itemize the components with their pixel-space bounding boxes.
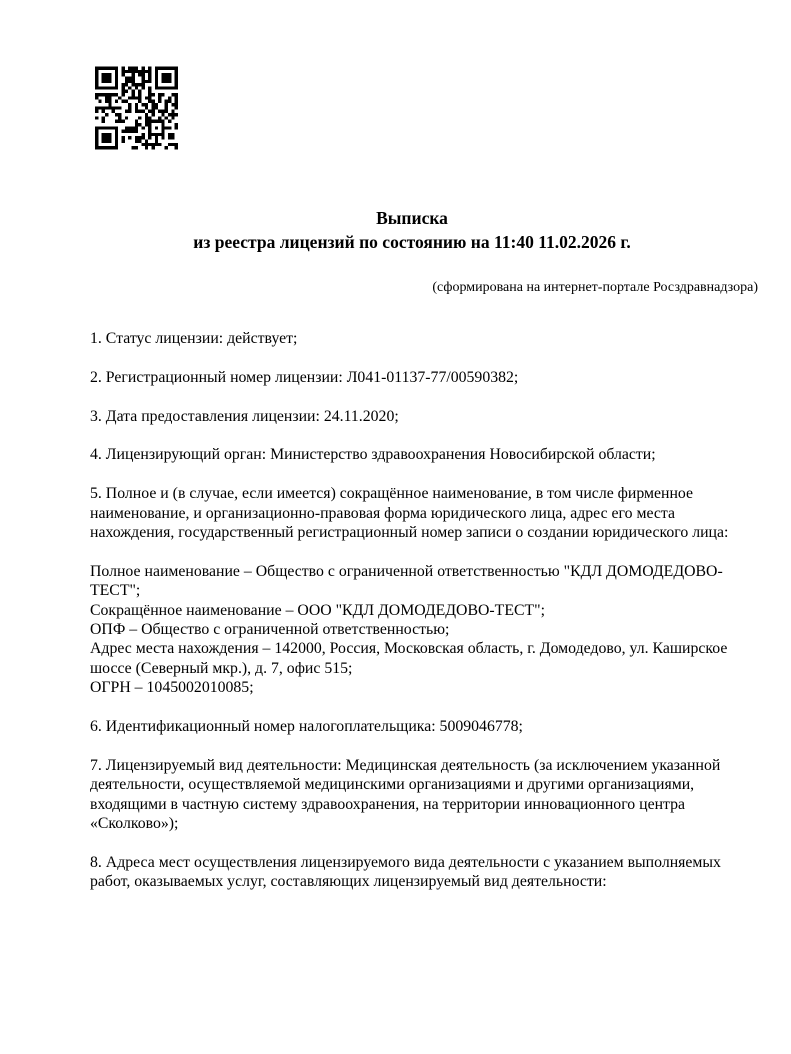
paragraph-licensing-authority: 4. Лицензирующий орган: Министерство здравоохранения Новосибирской области; <box>90 446 656 464</box>
title-line-2: из реестра лицензий по состоянию на 11:40 11.02.2026 г. <box>193 231 631 252</box>
detail-legal-form: ОПФ – Общество с ограниченной ответственностью; <box>90 621 450 639</box>
entity-details-block <box>90 562 760 698</box>
paragraph-license-date: 3. Дата предоставления лицензии: 24.11.2020; <box>90 407 399 425</box>
detail-full-name: Полное наименование – Общество с ограниченной ответственностью "КДЛ ДОМОДЕДОВО-ТЕСТ"; <box>90 562 723 600</box>
paragraph-activity-type: 7. Лицензируемый вид деятельности: Медицинская деятельность (за исключением указанной деятельности, осуществляемой медицинскими организациями и другими организациями, входящими в частную систему здравоохранения, на территории инновационного центра «Сколково»); <box>90 756 721 833</box>
paragraph-activity-addresses: 8. Адреса мест осуществления лицензируемого вида деятельности с указанием выполняемых работ, оказываемых услуг, составляющих лицензируемый вид деятельности: <box>90 853 721 891</box>
title-line-1: Выписка <box>376 208 448 228</box>
paragraph-license-number: 2. Регистрационный номер лицензии: Л041-01137-77/00590382; <box>90 368 519 386</box>
paragraph-license-status: 1. Статус лицензии: действует; <box>90 330 298 347</box>
document-title <box>62 207 762 254</box>
detail-address: Адрес места нахождения – 142000, Россия, Московская область, г. Домодедово, ул. Каширское шоссе (Северный мкр.), д. 7, офис 515; <box>90 640 728 677</box>
qr-code-icon <box>95 66 178 150</box>
document-body <box>90 329 760 911</box>
paragraph-entity-intro: 5. Полное и (в случае, если имеется) сокращённое наименование, в том числе фирменное наименование, и организационно-правовая форма юридического лица, адрес его места нахождения, государственный регистрационный номер записи о создании юридического лица: <box>90 485 729 541</box>
formation-note: (сформирована на интернет-портале Росздравнадзора) <box>432 280 758 295</box>
detail-ogrn: ОГРН – 1045002010085; <box>90 679 254 697</box>
paragraph-inn: 6. Идентификационный номер налогоплательщика: 5009046778; <box>90 718 523 736</box>
detail-short-name: Сокращённое наименование – ООО "КДЛ ДОМОДЕДОВО-ТЕСТ"; <box>90 601 545 619</box>
